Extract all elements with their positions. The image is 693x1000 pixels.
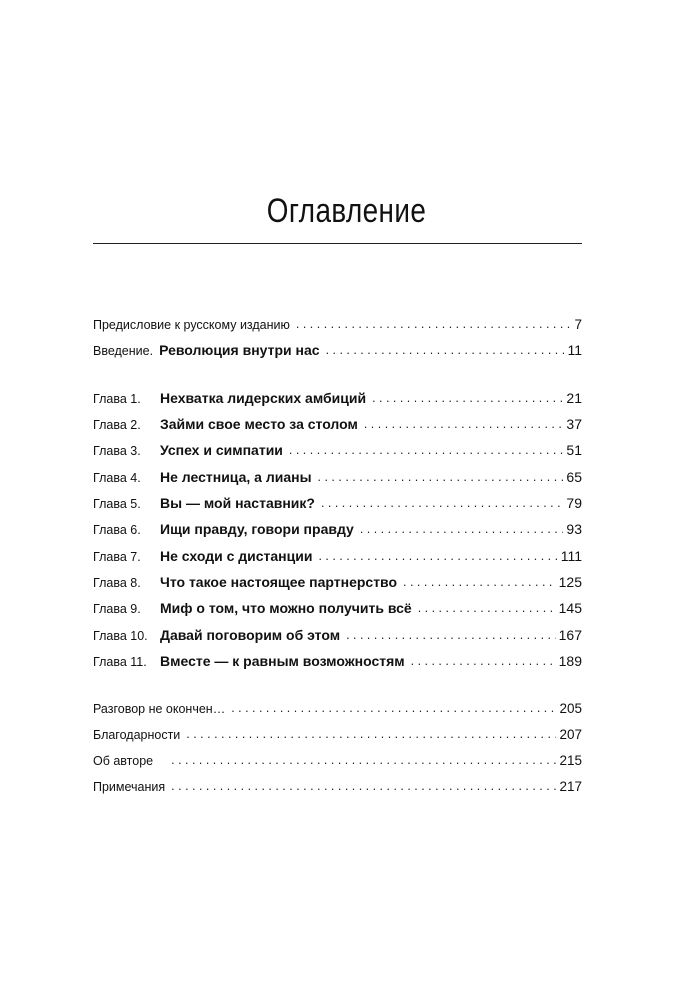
toc-entry-prefix: Глава 2. <box>93 418 141 432</box>
toc-entry-chapter-4[interactable] <box>93 469 582 491</box>
toc-entry-page: 207 <box>559 727 582 742</box>
dot-leader <box>171 779 556 793</box>
toc-entry-chapter-10[interactable] <box>93 627 582 649</box>
toc-entry-title: Предисловие к русскому изданию <box>93 318 290 332</box>
toc-entry-title: Благодарности <box>93 728 181 742</box>
dot-leader <box>296 317 572 331</box>
dot-leader <box>231 701 556 715</box>
toc-entry-notes[interactable] <box>93 779 582 801</box>
toc-entry-page: 65 <box>566 469 582 485</box>
toc-entry-chapter-7[interactable] <box>93 548 582 570</box>
toc-entry-title: Революция внутри нас <box>159 342 320 358</box>
toc-entry-page: 189 <box>558 653 582 669</box>
toc-entry-chapter-1[interactable] <box>93 390 582 412</box>
toc-entry-title: Вы — мой наставник? <box>160 495 315 511</box>
toc-entry-page: 11 <box>567 342 582 358</box>
dot-leader <box>411 654 556 668</box>
toc-entry-title: Займи свое место за столом <box>160 416 358 432</box>
toc-entry-page: 111 <box>560 548 582 564</box>
toc-entry-page: 7 <box>574 317 582 332</box>
toc-entry-title: Ищи правду, говори правду <box>160 521 354 537</box>
toc-entry-prefix: Глава 5. <box>93 497 141 511</box>
toc-entry-page: 145 <box>558 600 582 616</box>
toc-entry-title: Разговор не окончен… <box>93 702 226 716</box>
toc-entry-prefix: Глава 1. <box>93 392 141 406</box>
dot-leader <box>326 343 565 357</box>
toc-entry-title: Что такое настоящее партнерство <box>160 574 398 590</box>
toc-entry-about-author[interactable] <box>93 753 582 775</box>
dot-leader <box>418 601 556 615</box>
toc-entry-page: 125 <box>558 574 582 590</box>
toc-entry-chapter-3[interactable] <box>93 442 582 464</box>
toc-entry-page: 215 <box>559 753 582 768</box>
dot-leader <box>318 470 564 484</box>
toc-entry-title: Нехватка лидерских амбиций <box>160 390 367 406</box>
toc-entry-page: 217 <box>559 779 582 794</box>
toc-entry-title: Вместе — к равным возможностям <box>160 653 405 669</box>
toc-entry-page: 93 <box>566 521 582 537</box>
dot-leader <box>403 575 556 589</box>
dot-leader <box>372 391 563 405</box>
toc-entry-page: 167 <box>558 627 582 643</box>
toc-entry-afterword[interactable] <box>93 701 582 723</box>
toc-entry-page: 79 <box>566 495 582 511</box>
dot-leader <box>360 522 564 536</box>
toc-entry-chapter-2[interactable] <box>93 416 582 438</box>
toc-entry-page: 37 <box>566 416 582 432</box>
toc-entry-chapter-8[interactable] <box>93 574 582 596</box>
title-divider <box>93 243 582 244</box>
toc-entry-preface[interactable] <box>93 317 582 339</box>
toc-entry-prefix: Глава 3. <box>93 444 141 458</box>
toc-entry-title: Давай поговорим об этом <box>160 627 341 643</box>
toc-entry-introduction[interactable] <box>93 342 582 364</box>
dot-leader <box>318 549 557 563</box>
toc-entry-chapter-11[interactable] <box>93 653 582 675</box>
toc-entry-prefix: Глава 6. <box>93 523 141 537</box>
toc-entry-page: 21 <box>566 390 582 406</box>
toc-entry-chapter-5[interactable] <box>93 495 582 517</box>
toc-entry-prefix: Глава 7. <box>93 550 141 564</box>
toc-entry-prefix: Глава 9. <box>93 602 141 616</box>
dot-leader <box>321 496 563 510</box>
toc-entry-page: 51 <box>566 442 582 458</box>
toc-entry-chapter-6[interactable] <box>93 521 582 543</box>
toc-entry-prefix: Введение. <box>93 344 154 358</box>
toc-entry-title: Не сходи с дистанции <box>160 548 313 564</box>
toc-entry-title: Не лестница, а лианы <box>160 469 312 485</box>
dot-leader <box>186 727 556 741</box>
dot-leader <box>171 753 556 767</box>
toc-entry-title: Успех и симпатии <box>160 442 283 458</box>
toc-entry-title: Миф о том, что можно получить всё <box>160 600 412 616</box>
toc-entry-title: Об авторе <box>93 754 154 768</box>
toc-entry-prefix: Глава 11. <box>93 655 147 669</box>
toc-entry-title: Примечания <box>93 780 166 794</box>
toc-entry-prefix: Глава 4. <box>93 471 141 485</box>
toc-entry-prefix: Глава 8. <box>93 576 141 590</box>
toc-entry-chapter-9[interactable] <box>93 600 582 622</box>
dot-leader <box>289 443 564 457</box>
page-title: Оглавление <box>266 192 427 230</box>
toc-entry-page: 205 <box>559 701 582 716</box>
toc-entry-acknowledgments[interactable] <box>93 727 582 749</box>
toc-entry-prefix: Глава 10. <box>93 629 148 643</box>
dot-leader <box>364 417 564 431</box>
dot-leader <box>346 628 556 642</box>
